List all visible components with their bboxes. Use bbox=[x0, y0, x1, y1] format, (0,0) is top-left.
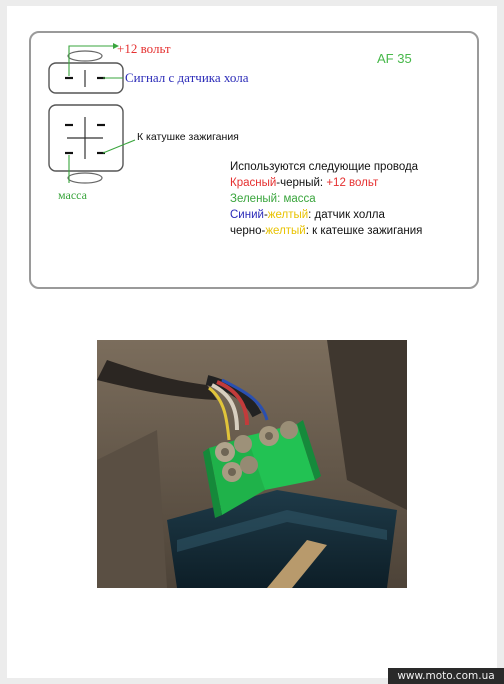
page bbox=[7, 6, 497, 678]
legend-row-red: Красный-черный: +12 вольт bbox=[230, 177, 379, 189]
wire-coil bbox=[103, 140, 135, 153]
plus12-label: +12 вольт bbox=[117, 41, 171, 56]
wire-legend bbox=[230, 159, 422, 239]
hall-signal-label: Сигнал с датчика хола bbox=[125, 70, 249, 85]
legend-row-green: Зеленый: масса bbox=[230, 193, 316, 205]
coil-label: К катушке зажигания bbox=[137, 131, 239, 143]
connector-photo bbox=[97, 340, 407, 588]
legend-row-black: черно-желтый: к катешке зажигания bbox=[230, 225, 423, 237]
connector-2pin-latch bbox=[68, 51, 102, 61]
legend-row-blue: Синий-желтый: датчик холла bbox=[230, 209, 385, 221]
watermark: www.moto.com.ua bbox=[388, 668, 504, 684]
photo-illustration bbox=[97, 340, 407, 588]
ground-label: масса bbox=[58, 188, 87, 202]
connector-4pin-latch bbox=[68, 173, 102, 183]
model-label: AF 35 bbox=[377, 51, 412, 66]
legend-title: Используются следующие провода bbox=[230, 161, 419, 173]
